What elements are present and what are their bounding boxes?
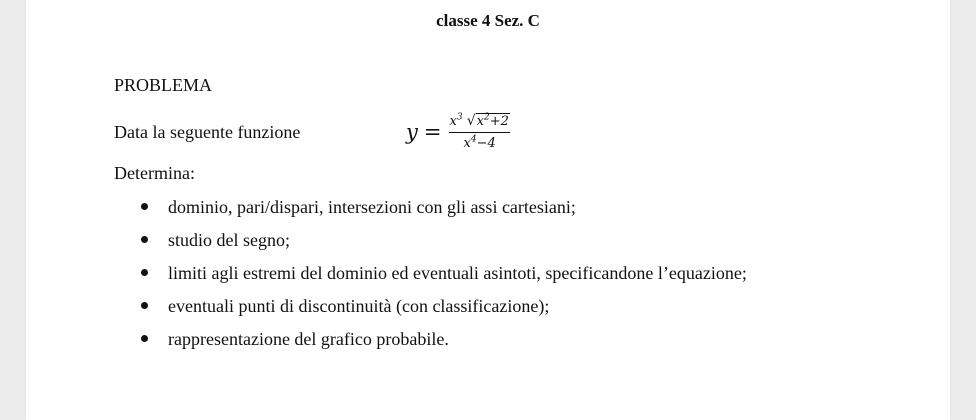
task-text: eventuali punti di discontinuità (con classificazione); bbox=[168, 296, 550, 316]
document-page bbox=[26, 0, 950, 420]
list-item bbox=[138, 195, 747, 228]
radicand-constant: +2 bbox=[489, 113, 509, 129]
numerator-exponent: 3 bbox=[456, 112, 463, 123]
function-formula bbox=[406, 106, 510, 158]
list-item bbox=[138, 294, 747, 327]
sqrt-symbol: √ bbox=[466, 112, 476, 129]
task-list bbox=[138, 195, 747, 360]
sqrt-radicand bbox=[476, 113, 510, 129]
numerator-base: x bbox=[449, 113, 457, 129]
denominator-base: x bbox=[463, 135, 471, 151]
class-title: classe 4 Sez. C bbox=[436, 11, 540, 30]
function-intro: Data la seguente funzione bbox=[114, 122, 301, 142]
denominator-exponent: 4 bbox=[470, 134, 477, 145]
radicand-exponent: 2 bbox=[483, 112, 490, 123]
problem-heading: PROBLEMA bbox=[114, 75, 213, 95]
tasks-lead: Determina: bbox=[114, 163, 195, 183]
formula-lhs: y bbox=[406, 120, 418, 144]
bullet-icon bbox=[141, 335, 148, 342]
list-item bbox=[138, 327, 747, 360]
bullet-icon bbox=[141, 269, 148, 276]
list-item bbox=[138, 261, 747, 294]
formula-fraction bbox=[449, 113, 509, 152]
bullet-icon bbox=[141, 302, 148, 309]
formula-numerator bbox=[449, 113, 509, 130]
task-text: limiti agli estremi del dominio ed eventuali asintoti, specificandone l’equazione; bbox=[168, 263, 747, 283]
radicand-base: x bbox=[476, 113, 484, 129]
bullet-icon bbox=[141, 203, 148, 210]
task-text: rappresentazione del grafico probabile. bbox=[168, 329, 449, 349]
task-text: dominio, pari/dispari, intersezioni con gli assi cartesiani; bbox=[168, 197, 576, 217]
formula-equals: = bbox=[423, 120, 442, 144]
formula-denominator bbox=[464, 135, 496, 152]
bullet-icon bbox=[141, 236, 148, 243]
list-item bbox=[138, 228, 747, 261]
task-text: studio del segno; bbox=[168, 230, 290, 250]
fraction-bar bbox=[449, 132, 509, 133]
denominator-constant: −4 bbox=[476, 135, 496, 151]
